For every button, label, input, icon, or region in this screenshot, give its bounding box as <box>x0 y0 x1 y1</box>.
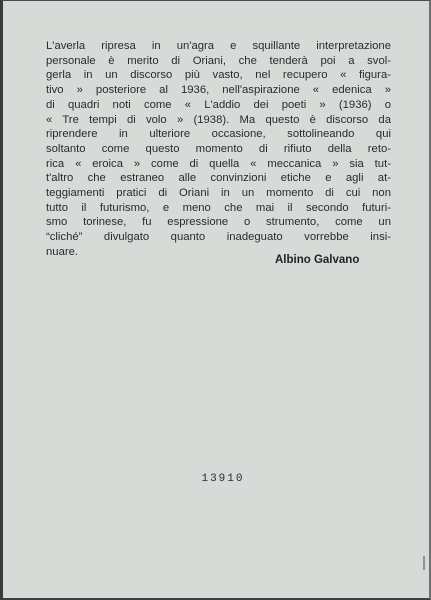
text-line: teggiamenti pratici di Oriani in un momento di cui non <box>46 187 391 200</box>
body-paragraph <box>46 39 391 260</box>
text-line: tutto il futurismo, e meno che mai il secondo futuri- <box>46 201 391 214</box>
text-line: t'altro che estraneo alle convinzioni etiche e agli at- <box>46 172 391 185</box>
text-line: personale è merito di Oriani, che tenderà poi a svol- <box>46 54 391 67</box>
text-line: “cliché” divulgato quanto inadeguato vorrebbe insi- <box>46 231 391 244</box>
text-line: tivo » posteriore al 1936, nell'aspirazione « edenica » <box>46 84 391 97</box>
text-line: soltanto come questo momento di rifiuto della reto- <box>46 142 391 155</box>
text-line: rica « eroica » come di quella « meccanica » sia tut- <box>46 157 391 170</box>
author-signature: Albino Galvano <box>275 254 360 266</box>
catalog-number-text: 13910 <box>201 473 245 485</box>
edge-mark <box>423 556 425 570</box>
text-line: L'averla ripresa in un'agra e squillante interpretazione <box>46 40 391 52</box>
text-line: nuare. <box>46 245 79 258</box>
text-line: gerla in un discorso più vasto, nel recupero « figura- <box>46 69 391 82</box>
text-line: « Tre tempi di volo » (1938). Ma questo è discorso da <box>46 113 391 126</box>
text-line: riprendere in ulteriore occasione, sottolineando qui <box>46 128 391 141</box>
catalog-number <box>3 473 429 485</box>
text-line: di quadri noti come « L'addio dei poeti » (1936) o <box>46 98 391 111</box>
text-line: smo torinese, fu espressione o strumento, come un <box>46 216 391 229</box>
